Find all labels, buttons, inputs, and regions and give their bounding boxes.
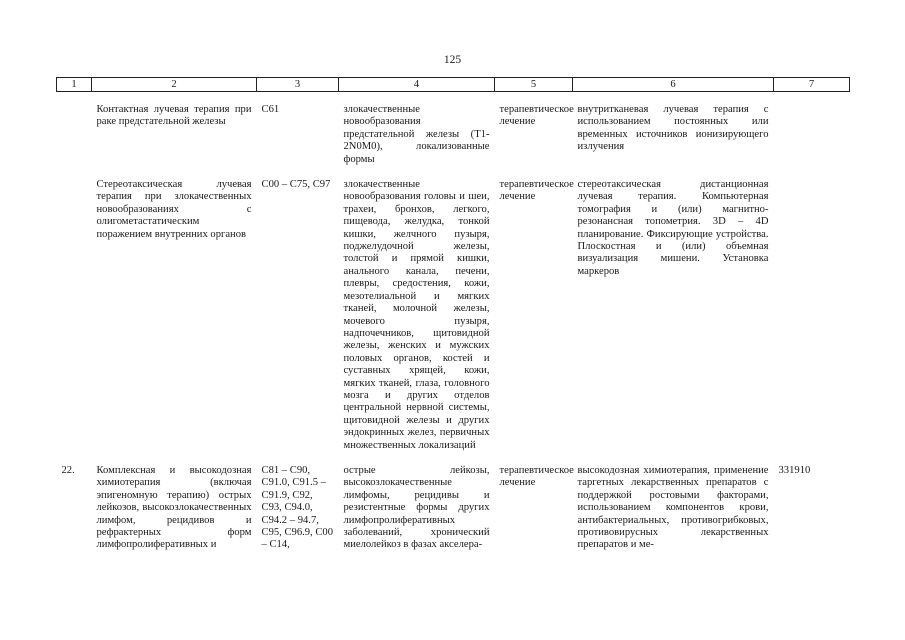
icd-codes: C61	[261, 104, 280, 115]
table-row	[57, 179, 850, 452]
disease-model: злокачественные новообразования головы и шеи, трахеи, бронхов, легкого, пищевода, желудка, тонкой кишки, желчного пузыря, поджелудочной железы, толстой и прямой кишки, анального канала, печени, плевры, средостения, кожи, мезотелиальной и мягких тканей, молочной железы, мочевого пузыря, надпочечников, щитовидной железы, женских и мужских половых органов, костей и суставных хрящей, кожи, мягких тканей, глаза, головного мозга и других отделов центральной нервной системы, щитовидной железы и других эндокринных желез, первичных множественных локализаций	[343, 179, 490, 451]
technology-name: Стереотаксическая лучевая терапия при злокачественных новообразованиях с олигометастатическим поражением внутренних органов	[96, 179, 252, 240]
column-header: 4	[339, 78, 495, 92]
column-header: 3	[257, 78, 339, 92]
row-number	[57, 179, 92, 452]
treatment-method: внутритканевая лучевая терапия с использованием постоянных или временных источников ионизирующего излучения	[577, 104, 769, 153]
column-header: 7	[774, 78, 850, 92]
column-header: 1	[57, 78, 92, 92]
row-number	[57, 104, 92, 166]
column-header: 5	[495, 78, 573, 92]
table-header-row	[57, 78, 850, 92]
standard-cost	[774, 104, 850, 166]
treatment-method: стереотаксическая дистанционная лучевая терапия. Компьютерная томография и (или) магнитно-резонансная топометрия. 3D – 4D планирование. Фиксирующие устройства. Плоскостная и (или) объемная визуализация мишени. Установка маркеров	[577, 179, 769, 277]
disease-model: острые лейкозы, высокозлокачественные лимфомы, рецидивы и резистентные формы других лимфопролиферативных заболеваний, хронический миелолейкоз в фазах акселера-	[343, 464, 490, 551]
document-table	[56, 77, 850, 552]
standard-cost	[774, 179, 850, 452]
column-header: 6	[573, 78, 774, 92]
technology-name: Комплексная и высокодозная химиотерапия (включая эпигеномную терапию) острых лейкозов, высокозлокачественных лимфом, рецидивов и рефрактерных форм лимфопролиферативных и	[96, 464, 252, 551]
treatment-type: терапевтическое лечение	[499, 104, 574, 128]
treatment-type: терапевтическое лечение	[499, 179, 574, 203]
treatment-method: высокодозная химиотерапия, применение таргетных лекарственных препаратов с поддержкой ростовыми факторами, использованием компонентов крови, антибактериальных, противогрибковых, противовирусных лекарственных препаратов и ме-	[577, 464, 769, 551]
icd-codes: C81 – C90, C91.0, C91.5 – C91.9, C92, C93, C94.0, C94.2 – 94.7, C95, C96.9, C00 – C14,	[261, 464, 334, 551]
table-row	[57, 104, 850, 166]
treatment-type: терапевтическое лечение	[499, 464, 574, 489]
icd-codes: C00 – C75, C97	[261, 179, 331, 191]
table-row	[57, 465, 850, 552]
disease-model: злокачественные новообразования предстательной железы (T1-2N0M0), локализованные формы	[343, 104, 490, 165]
technology-name: Контактная лучевая терапия при раке предстательной железы	[96, 104, 252, 128]
row-number: 22.	[61, 464, 75, 476]
standard-cost: 331910	[778, 464, 811, 476]
column-header: 2	[92, 78, 257, 92]
page-number: 125	[443, 54, 462, 66]
